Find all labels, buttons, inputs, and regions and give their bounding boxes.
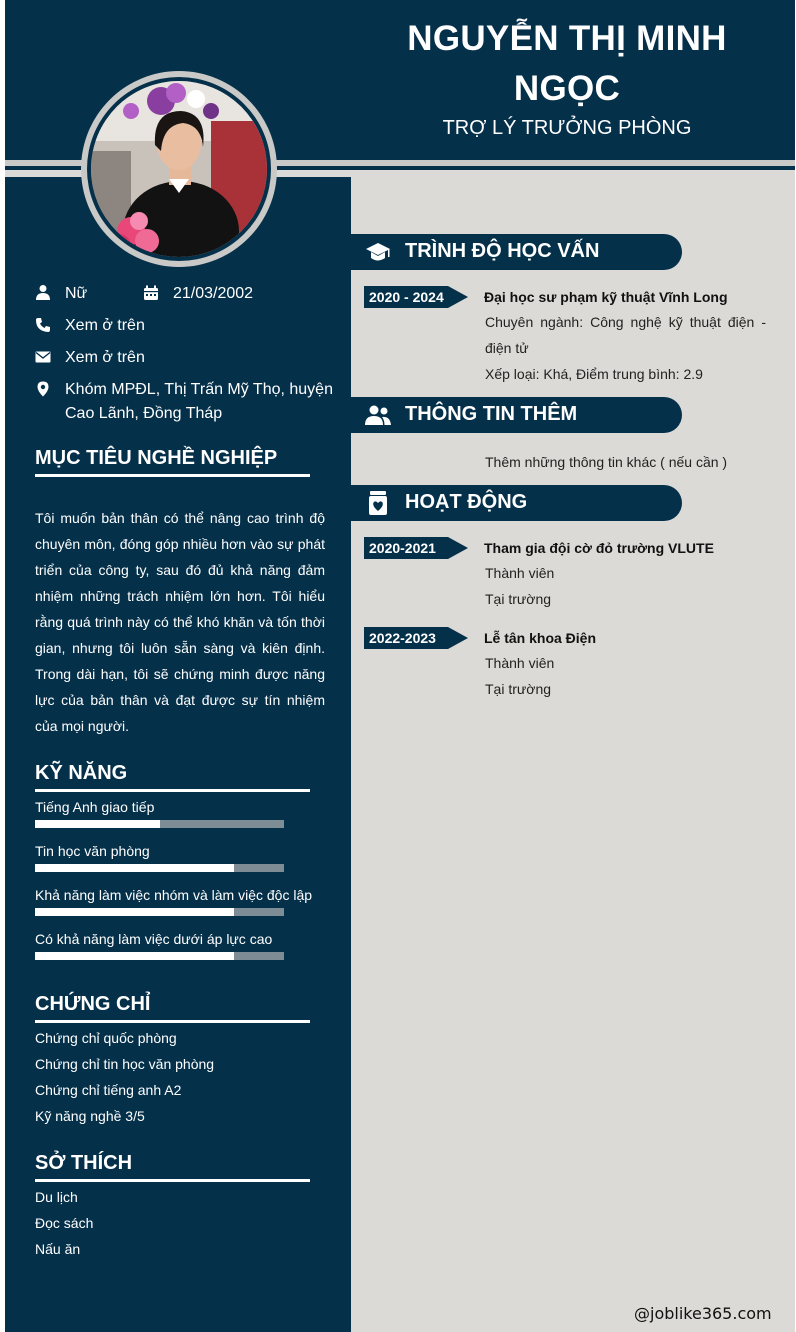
- avatar: [91, 81, 267, 257]
- phone-value: Xem ở trên: [65, 317, 145, 334]
- extra-text: Thêm những thông tin khác ( nếu cần ): [485, 454, 728, 470]
- skill-label: Có khả năng làm việc dưới áp lực cao: [35, 931, 273, 947]
- activity-title: Lễ tân khoa Điện: [484, 630, 597, 646]
- avatar-frame: [81, 71, 277, 267]
- objective-heading: MỤC TIÊU NGHỀ NGHIỆP: [35, 447, 310, 477]
- avatar-photo: [91, 81, 267, 257]
- skill-bar-fill: [35, 820, 160, 828]
- calendar-icon: [143, 285, 159, 301]
- education-heading-bar: [351, 234, 682, 270]
- hobby-item: Nấu ăn: [35, 1241, 81, 1257]
- phone-icon: [35, 317, 51, 333]
- skill-label: Tiếng Anh giao tiếp: [35, 799, 155, 815]
- school-name: Đại học sư phạm kỹ thuật Vĩnh Long: [484, 289, 728, 305]
- certificate-item: Chứng chỉ tin học văn phòng: [35, 1056, 215, 1072]
- skill-bar: [35, 864, 284, 872]
- activity-period-tag: [364, 627, 468, 649]
- tag-arrow: [448, 537, 468, 559]
- skill-label: Khả năng làm việc nhóm và làm việc độc lập: [35, 887, 313, 903]
- activity-role: Thành viên: [485, 655, 555, 671]
- certificates-heading: CHỨNG CHỈ: [35, 993, 310, 1023]
- skill-bar: [35, 908, 284, 916]
- name-line-2: NGỌC: [513, 69, 621, 108]
- activities-heading: HOẠT ĐỘNG: [405, 491, 528, 513]
- skills-heading: KỸ NĂNG: [35, 762, 310, 792]
- activity-period: 2020-2021: [369, 540, 436, 556]
- user-icon: [35, 284, 51, 300]
- activity-period-tag: [364, 537, 468, 559]
- email-value: Xem ở trên: [65, 349, 145, 366]
- activities-heading-bar: [351, 485, 682, 521]
- name-line-1: NGUYỄN THỊ MINH: [407, 19, 727, 58]
- activity-period: 2022-2023: [369, 630, 436, 646]
- skill-bar-fill: [35, 952, 234, 960]
- education-major: Chuyên ngành: Công nghệ kỹ thuật điện - điện tử: [485, 314, 766, 356]
- address-line-2: Cao Lãnh, Đồng Tháp: [65, 405, 223, 422]
- hobby-item: Đọc sách: [35, 1215, 94, 1231]
- activity-title: Tham gia đội cờ đỏ trường VLUTE: [484, 540, 714, 556]
- users-icon: [365, 403, 391, 427]
- watermark: @joblike365.com: [634, 1304, 772, 1323]
- tag-arrow: [448, 627, 468, 649]
- activity-place: Tại trường: [485, 591, 552, 607]
- envelope-icon: [35, 349, 51, 365]
- education-heading: TRÌNH ĐỘ HỌC VẤN: [405, 240, 600, 262]
- education-period: 2020 - 2024: [369, 289, 444, 305]
- activity-place: Tại trường: [485, 681, 552, 697]
- skill-bar-fill: [35, 864, 234, 872]
- hobby-item: Du lịch: [35, 1189, 78, 1205]
- birthdate-value: 21/03/2002: [173, 285, 254, 302]
- skill-bar: [35, 820, 284, 828]
- certificate-item: Chứng chỉ quốc phòng: [35, 1030, 177, 1046]
- skill-bar: [35, 952, 284, 960]
- extra-heading-bar: [351, 397, 682, 433]
- job-title: TRỢ LÝ TRƯỞNG PHÒNG: [442, 117, 692, 139]
- map-pin-icon: [35, 381, 51, 397]
- avatar-inner-ring: [87, 77, 271, 261]
- candidate-name: [377, 14, 757, 114]
- hobbies-heading: SỞ THÍCH: [35, 1152, 310, 1182]
- extra-heading: THÔNG TIN THÊM: [405, 403, 578, 425]
- graduation-cap-icon: [365, 240, 391, 264]
- education-period-tag: [364, 286, 468, 308]
- education-grade: Xếp loại: Khá, Điểm trung bình: 2.9: [485, 366, 703, 382]
- activity-role: Thành viên: [485, 565, 555, 581]
- skill-bar-fill: [35, 908, 234, 916]
- objective-text: Tôi muốn bản thân có thể nâng cao trình độ chuyên môn, đóng góp nhiều hơn vào sự phát triển của công ty, sau đó đủ khả năng đảm nhiệm những trách nhiệm lớn hơn. Tôi hiểu rằng quá trình này có thể khó khăn và tốn thời gian, nhưng tôi luôn sẵn sàng và kiên định. Trong dài hạn, tôi sẽ chứng minh được năng lực của bản thân và đạt được sự tín nhiệm của mọi người.: [35, 510, 325, 734]
- skill-label: Tin học văn phòng: [35, 843, 150, 859]
- address-line-1: Khóm MPĐL, Thị Trấn Mỹ Thọ, huyện: [65, 381, 333, 398]
- tag-arrow: [448, 286, 468, 308]
- certificate-item: Chứng chỉ tiếng anh A2: [35, 1082, 182, 1098]
- certificate-item: Kỹ năng nghề 3/5: [35, 1108, 145, 1124]
- resume-page: [5, 0, 795, 1332]
- gender-value: Nữ: [65, 285, 88, 302]
- badge-heart-icon: [365, 491, 391, 515]
